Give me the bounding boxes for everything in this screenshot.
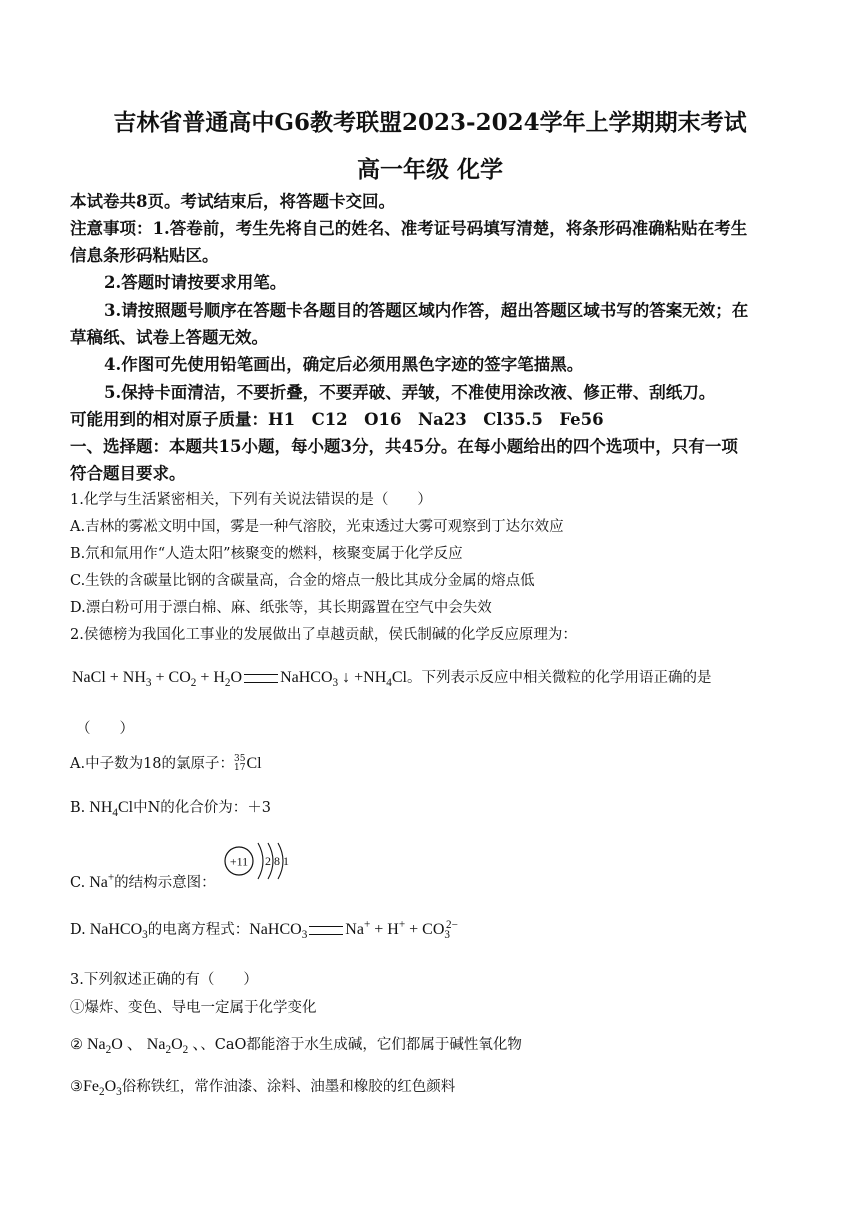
notice-5: 5.保持卡面清洁，不要折叠，不要弄破、弄皱，不准使用涂改液、修正带、刮纸刀。	[104, 383, 716, 402]
q3-s3-text: 俗称铁红，常作油漆、涂料、油墨和橡胶的红色颜料	[121, 1079, 456, 1095]
notice-3-cont: 草稿纸、试卷上答题无效。	[70, 328, 268, 347]
notice-4: 4.作图可先使用铅笔画出，确定后必须用黑色字迹的签字笔描黑。	[104, 355, 584, 374]
q3-statement-2: ② $Na_2O$ 、 $Na_2O_2$ 、、CaO都能溶于水生成碱，它们都属于碱性氧化物	[70, 1036, 522, 1057]
notice-3: 3.请按照题号顺序在答题卡各题目的答题区域内作答，超出答题区域书写的答案无效；在	[104, 301, 749, 320]
q2-option-c: C. Na+的结构示意图：	[70, 871, 216, 891]
q2-option-b-text: 中N的化合价为：＋3	[133, 800, 272, 816]
q1-option-b: B.氘和氚用作“人造太阳”核聚变的燃料，核聚变属于化学反应	[70, 546, 463, 562]
q2-option-d-text: 的电离方程式：	[147, 922, 250, 938]
q3-stem: 3.下列叙述正确的有（ ）	[70, 972, 258, 988]
q2-option-a-text: A.中子数为18的氯原子：	[70, 756, 235, 772]
electron-shells-label: 2 8 1	[265, 854, 289, 868]
q3-statement-3: $③Fe_2O_3$俗称铁红，常作油漆、涂料、油墨和橡胶的红色颜料	[70, 1078, 456, 1099]
sodium-ion-structure-diagram	[222, 835, 302, 887]
notice-2: 2.答题时请按要求用笔。	[104, 273, 287, 292]
notice-1: 注意事项：1.答卷前，考生先将自己的姓名、准考证号码填写清楚，将条形码准确粘贴在考生	[70, 219, 748, 238]
atomic-number: 17	[234, 763, 246, 773]
q3-s2-prefix: ②	[70, 1037, 83, 1053]
intro-pages: 本试卷共8页。考试结束后，将答题卡交回。	[70, 192, 395, 211]
section-heading-cont: 符合题目要求。	[70, 464, 186, 483]
mass-number: 35	[234, 754, 246, 764]
q1-option-d: D.漂白粉可用于漂白棉、麻、纸张等，其长期露置在空气中会失效	[70, 600, 492, 616]
q2-option-b-prefix: B.	[70, 800, 86, 816]
q2-option-a: A.中子数为18的氯原子： 35 17 Cl	[70, 754, 262, 773]
atomic-masses: 可能用到的相对原子质量：H1 C12 O16 Na23 Cl35.5 Fe56	[70, 410, 604, 429]
q2-equation-tail: 。下列表示反应中相关微粒的化学用语正确的是	[406, 670, 712, 686]
equals-double-line	[244, 674, 278, 683]
section-heading: 一、选择题：本题共15小题，每小题3分，共45分。在每小题给出的四个选项中，只有一项	[70, 437, 738, 456]
notice-1-cont: 信息条形码粘贴区。	[70, 246, 219, 265]
q2-option-d: D. NaHCO$_3$的电离方程式：NaHCO$_3$ $Na^+ + H^+ + CO_3^{2-}$	[70, 918, 458, 942]
q1-stem: 1.化学与生活紧密相关，下列有关说法错误的是（ ）	[70, 492, 432, 508]
q1-option-c: C.生铁的含碳量比钢的含碳量高，合金的熔点一般比其成分金属的熔点低	[70, 573, 535, 589]
q2-stem: 2.侯德榜为我国化工事业的发展做出了卓越贡献，侯氏制碱的化学反应原理为：	[70, 627, 577, 643]
q2-option-c-prefix: C.	[70, 875, 86, 891]
equals-double-line	[309, 926, 343, 935]
exam-subtitle: 高一年级 化学	[356, 156, 503, 183]
q3-s2-text: 、CaO都能溶于水生成碱，它们都属于碱性氧化物	[200, 1037, 522, 1053]
q2-paren: （ ）	[76, 721, 134, 737]
q1-option-a: A.吉林的雾凇文明中国，雾是一种气溶胶，光束透过大雾可观察到丁达尔效应	[70, 519, 564, 535]
q3-statement-1: ①爆炸、变色、导电一定属于化学变化	[70, 1000, 317, 1016]
nucleus-label: +11	[229, 854, 249, 869]
q2-option-d-prefix: D.	[70, 922, 86, 938]
isotope-numbers	[234, 755, 245, 773]
q3-s3-prefix: ③	[70, 1079, 83, 1095]
q2-option-b: B. $NH_4Cl$中N的化合价为：＋3	[70, 799, 272, 820]
exam-title: 吉林省普通高中G6教考联盟2023-2024学年上学期期末考试	[113, 109, 747, 136]
q2-option-c-text: 的结构示意图：	[114, 875, 216, 891]
q2-equation: NaCl + $NH_3 + CO_2 + H_2O$ NaHCO$_3$ ↓ $+NH_4Cl$。下列表示反应中相关微粒的化学用语正确的是	[72, 669, 712, 690]
